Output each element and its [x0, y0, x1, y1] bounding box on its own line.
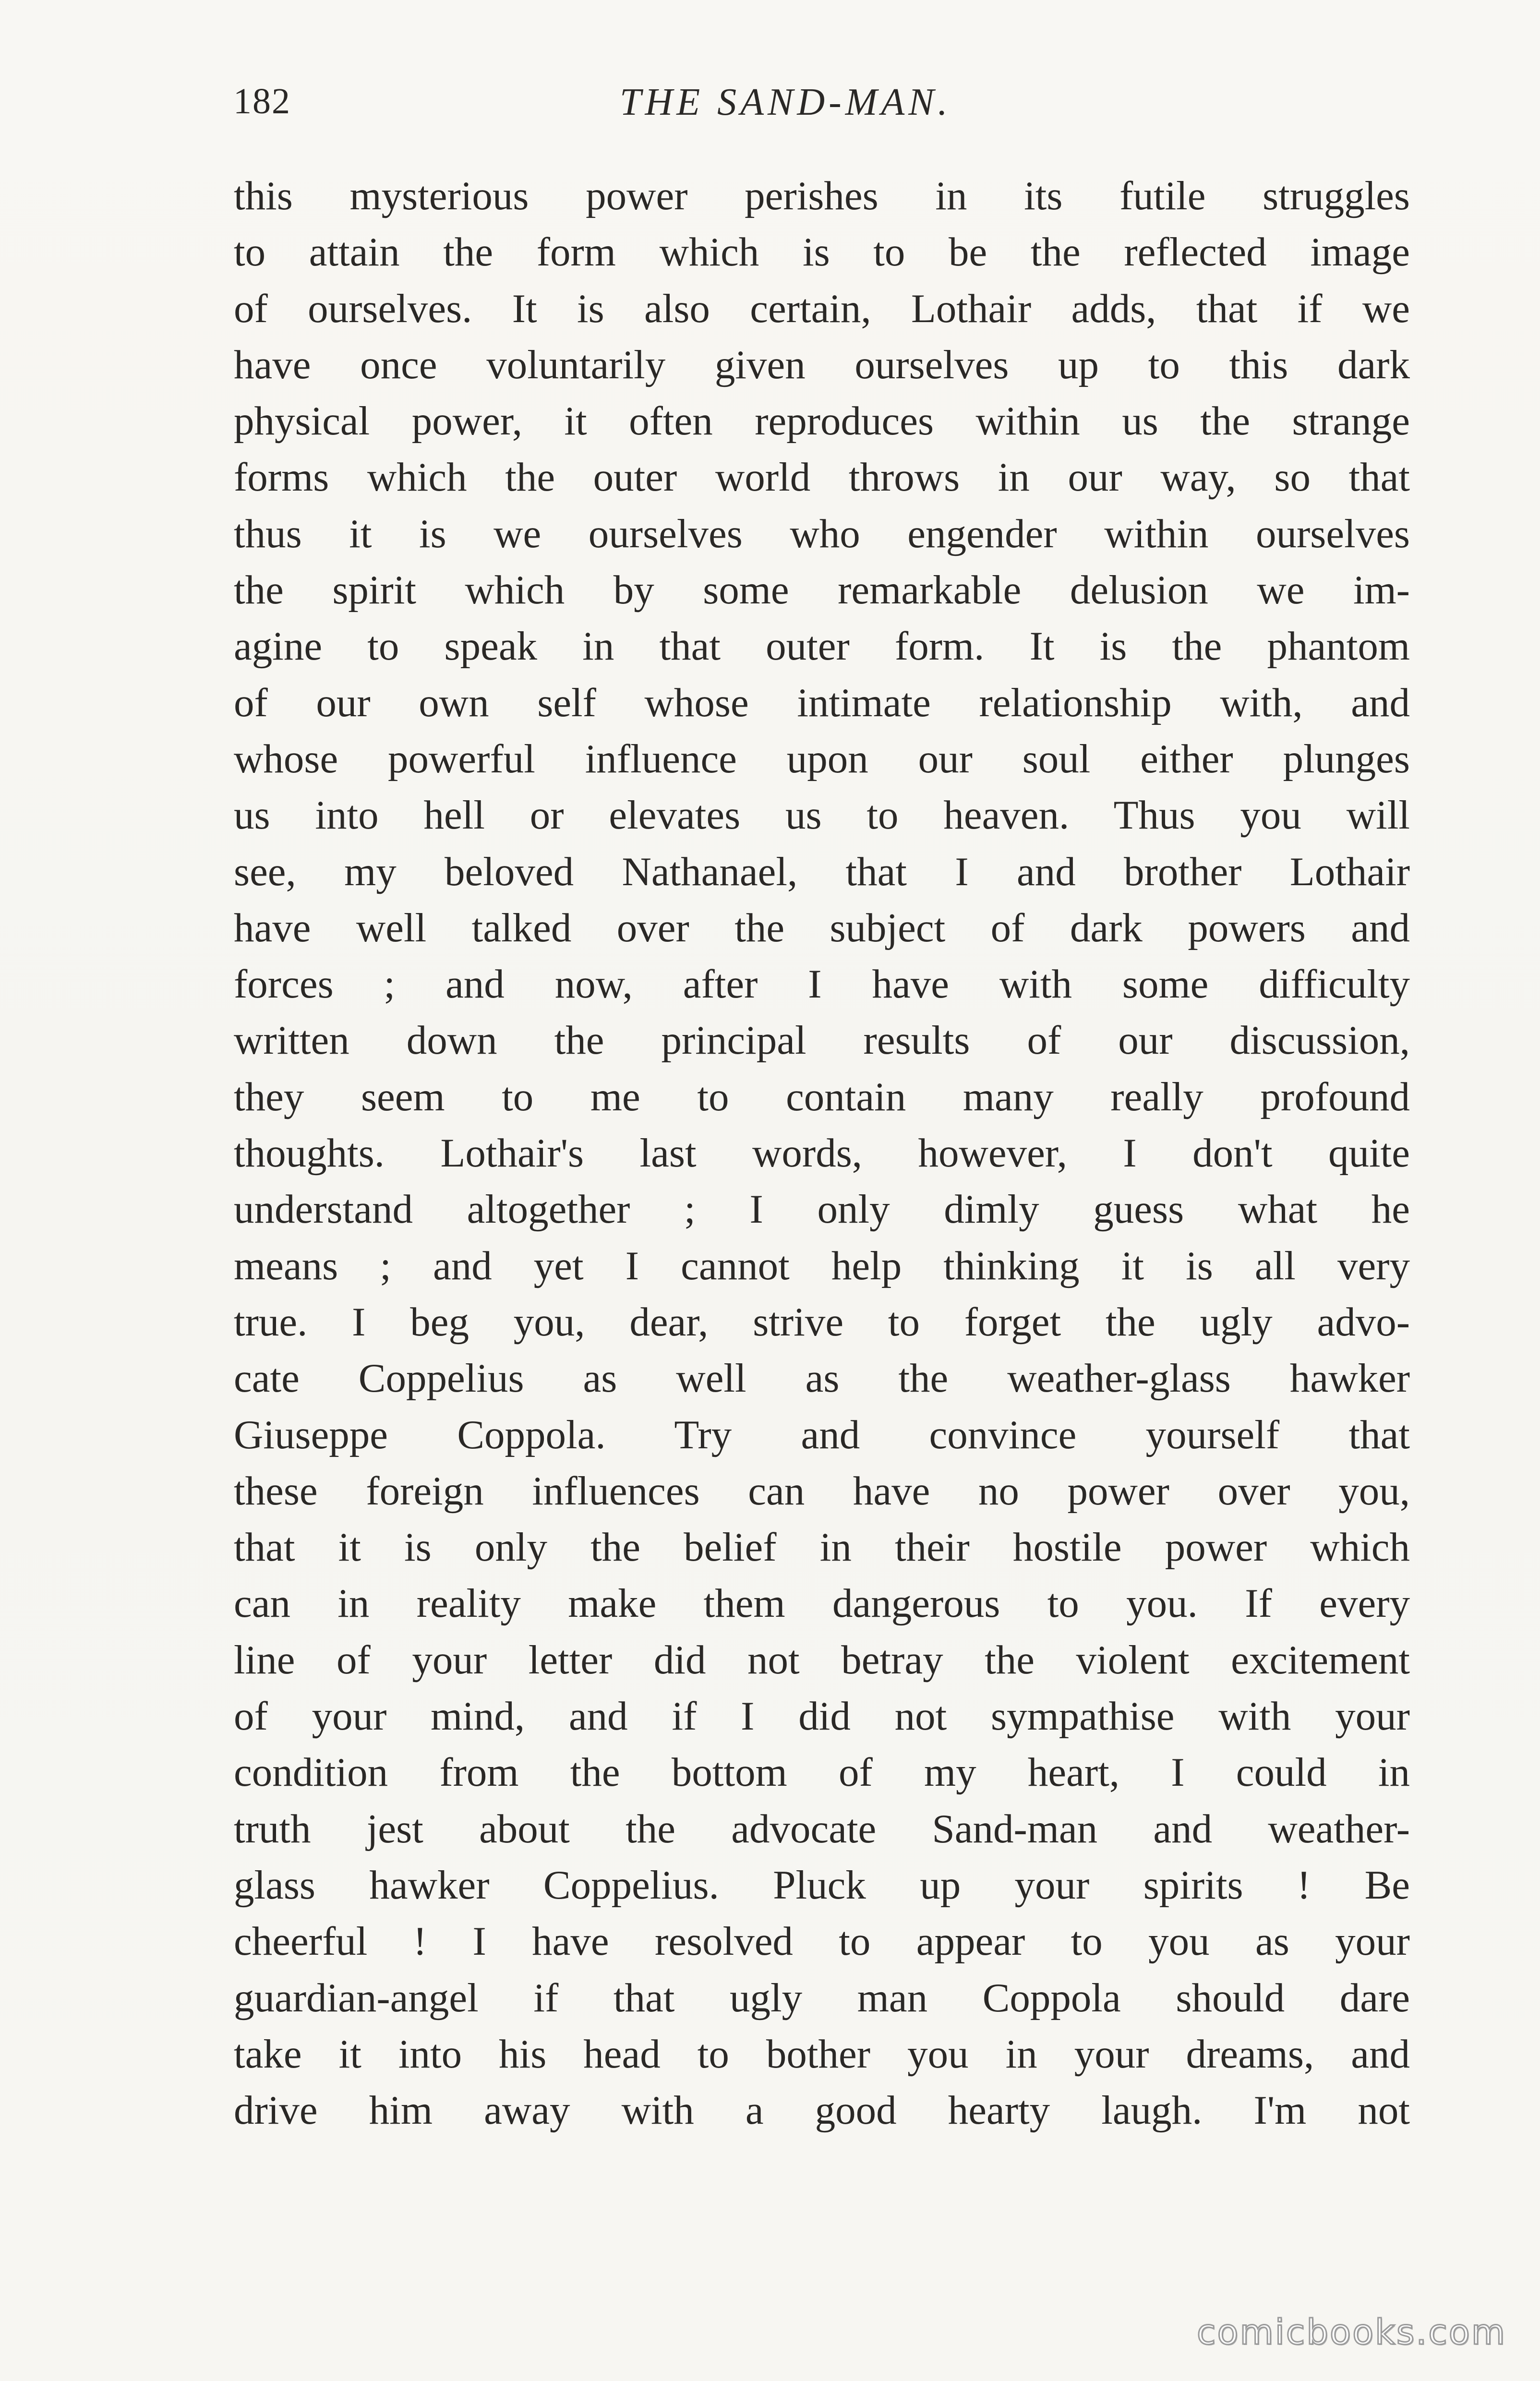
- text-line: see, my beloved Nathanael, that I and brother Lothair: [234, 849, 1410, 894]
- text-line: cheerful ! I have resolved to appear to you as your: [234, 1919, 1410, 1964]
- text-line: the spirit which by some remarkable delusion we im-: [234, 567, 1410, 613]
- text-line: agine to speak in that outer form. It is the phantom: [234, 624, 1410, 669]
- text-line: guardian-angel if that ugly man Coppola should dare: [234, 1975, 1410, 2020]
- text-line: can in reality make them dangerous to you. If every: [234, 1581, 1410, 1626]
- text-line: line of your letter did not betray the violent excitement: [234, 1637, 1410, 1683]
- text-line: take it into his head to bother you in your dreams, and: [234, 2031, 1410, 2077]
- text-line: forces ; and now, after I have with some difficulty: [234, 962, 1410, 1007]
- text-line: thus it is we ourselves who engender within ourselves: [234, 511, 1410, 556]
- text-line: drive him away with a good hearty laugh. I'm not: [234, 2088, 1410, 2133]
- text-line: this mysterious power perishes in its futile struggles: [234, 173, 1410, 218]
- text-line: whose powerful influence upon our soul either plunges: [234, 736, 1410, 782]
- running-title: THE SAND-MAN.: [620, 81, 951, 123]
- text-line: means ; and yet I cannot help thinking it is all very: [234, 1243, 1410, 1288]
- text-line: physical power, it often reproduces within us the strange: [234, 398, 1410, 444]
- text-line: glass hawker Coppelius. Pluck up your spirits ! Be: [234, 1862, 1410, 1908]
- text-line: have well talked over the subject of dark powers and: [234, 905, 1410, 950]
- text-line: Giuseppe Coppola. Try and convince yourself that: [234, 1412, 1410, 1457]
- text-line: of our own self whose intimate relationship with, and: [234, 680, 1410, 725]
- site-watermark: comicbooks.com: [1196, 2312, 1506, 2352]
- text-line: that it is only the belief in their hostile power which: [234, 1525, 1410, 1570]
- text-line: written down the principal results of our discussion,: [234, 1018, 1410, 1063]
- body-text: [234, 168, 1410, 2139]
- text-line: they seem to me to contain many really profound: [234, 1074, 1410, 1119]
- page-number: 182: [233, 81, 291, 121]
- text-line: truth jest about the advocate Sand-man and weather-: [234, 1806, 1410, 1852]
- text-line: true. I beg you, dear, strive to forget the ugly advo-: [234, 1299, 1410, 1345]
- text-line: of your mind, and if I did not sympathise with your: [234, 1694, 1410, 1739]
- text-line: understand altogether ; I only dimly guess what he: [234, 1187, 1410, 1232]
- text-line: us into hell or elevates us to heaven. Thus you will: [234, 793, 1410, 838]
- text-line: thoughts. Lothair's last words, however, I don't quite: [234, 1130, 1410, 1176]
- text-line: of ourselves. It is also certain, Lothair adds, that if we: [234, 286, 1410, 331]
- text-line: forms which the outer world throws in our way, so that: [234, 455, 1410, 500]
- text-line: cate Coppelius as well as the weather-glass hawker: [234, 1356, 1410, 1401]
- text-line: condition from the bottom of my heart, I could in: [234, 1750, 1410, 1795]
- text-line: these foreign influences can have no power over you,: [234, 1468, 1410, 1514]
- text-line: have once voluntarily given ourselves up to this dark: [234, 342, 1410, 387]
- running-head: [233, 72, 1410, 130]
- text-line: to attain the form which is to be the reflected image: [234, 229, 1410, 275]
